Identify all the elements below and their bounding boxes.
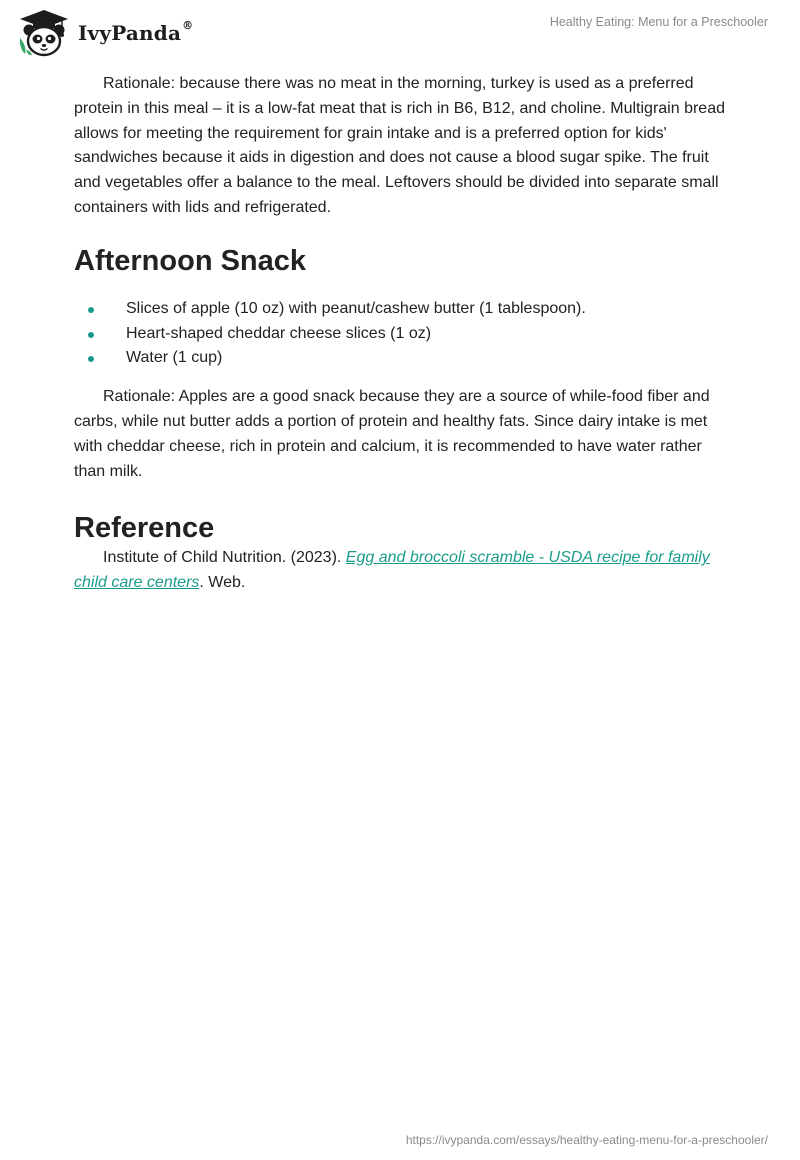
list-item: Water (1 cup) (74, 346, 734, 371)
bullet-dot-icon (88, 332, 94, 338)
list-item: Slices of apple (10 oz) with peanut/cashew butter (1 tablespoon). (74, 297, 734, 322)
reference-heading: Reference (74, 512, 215, 545)
snack-list (74, 297, 734, 371)
essay-content (74, 72, 734, 596)
footer-url[interactable]: https://ivypanda.com/essays/healthy-eating-menu-for-a-preschooler/ (405, 1133, 768, 1147)
panda-graduate-icon (16, 8, 72, 58)
snack-rationale-paragraph: Rationale: Apples are a good snack because they are a source of while-food fiber and carbs, while nut butter adds a portion of protein and healthy fats. Since dairy intake is met with cheddar cheese, rich in protein and calcium, it is recommended to have water rather than milk. (74, 388, 710, 480)
bullet-dot-icon (88, 307, 94, 313)
bullet-dot-icon (88, 356, 94, 362)
list-item: Heart-shaped cheddar cheese slices (1 oz) (74, 322, 734, 347)
reference-suffix: . Web. (199, 574, 246, 592)
lunch-rationale-paragraph: Rationale: because there was no meat in the morning, turkey is used as a preferred protein in this meal – it is a low-fat meat that is rich in B6, B12, and choline. Multigrain bread allows for meeting the requirement for grain intake and is a preferred option for kids' sandwiches because it aids in digestion and does not cause a blood sugar spike. The fruit and vegetables offer a balance to the meal. Leftovers should be divided into separate small containers with lids and refrigerated. (74, 75, 725, 216)
reference-link[interactable]: Egg and broccoli scramble - USDA recipe for family child care centers (74, 549, 710, 592)
logo-wordmark: IvyPanda® (78, 19, 194, 45)
reference-author: Institute of Child Nutrition. (2023). (103, 549, 346, 567)
afternoon-snack-heading: Afternoon Snack (74, 244, 307, 277)
page-header (0, 0, 800, 66)
reference-entry (74, 546, 734, 596)
ivypanda-logo[interactable] (16, 8, 193, 58)
document-title: Healthy Eating: Menu for a Preschooler (549, 15, 768, 29)
